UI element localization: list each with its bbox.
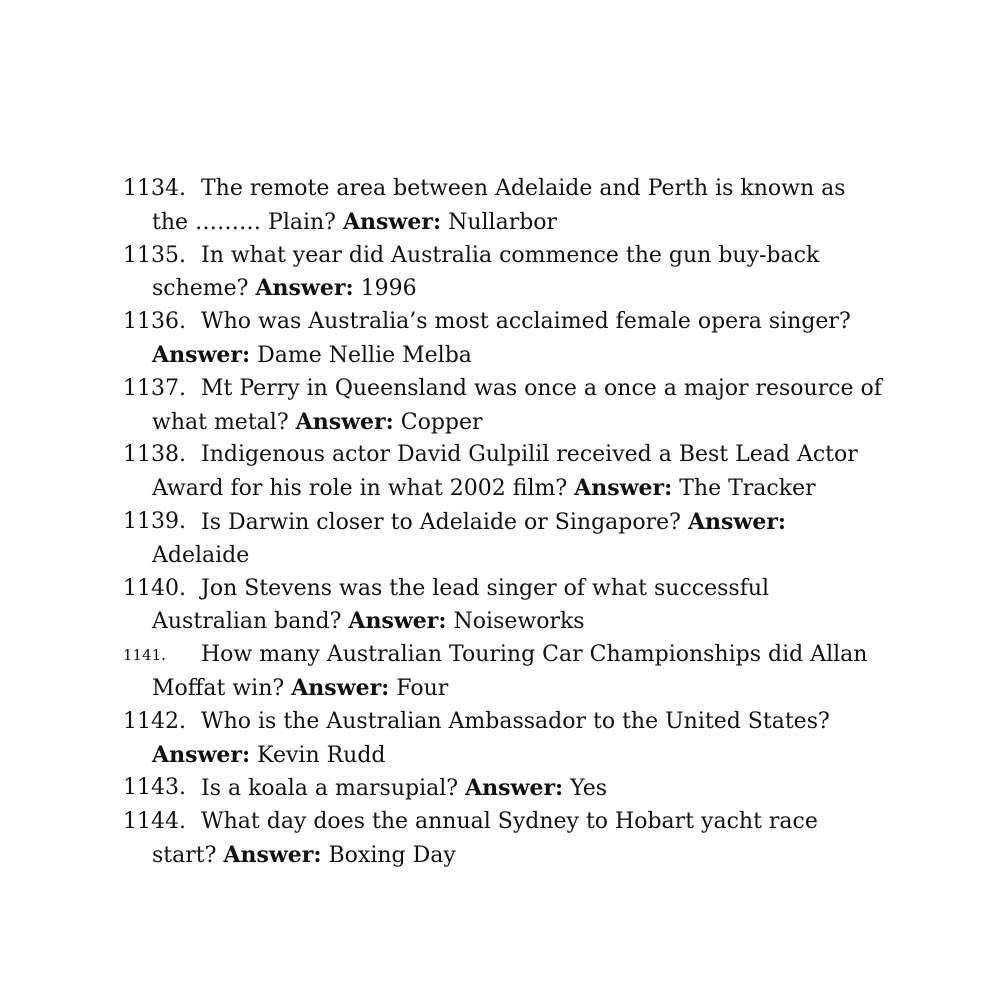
question-number: 1135. (123, 242, 186, 268)
question-number: 1138. (123, 442, 186, 468)
question-item (123, 439, 883, 506)
question-number: 1136. (123, 309, 186, 335)
answer-label: Answer: (348, 608, 447, 635)
answer-label: Answer: (687, 508, 787, 535)
answer-label: Answer: (465, 775, 564, 802)
answer-label: Answer: (574, 475, 673, 502)
trivia-question-list (123, 173, 883, 873)
question-number: 1140. (123, 575, 186, 601)
question-item (123, 373, 883, 440)
answer-text: Copper (400, 409, 483, 435)
answer-label: Answer: (152, 741, 251, 768)
question-number: 1144. (123, 809, 186, 835)
question-item (123, 639, 883, 706)
answer-text: Adelaide (152, 542, 250, 568)
question-item (123, 772, 883, 806)
answer-text: Dame Nellie Melba (257, 342, 472, 368)
question-text: Is a koala a marsupial? (201, 776, 459, 802)
answer-label: Answer: (152, 341, 251, 368)
question-item (123, 506, 883, 573)
question-text: What day does the annual Sydney to Hobart yacht race start? (152, 809, 818, 868)
question-text: Who is the Australian Ambassador to the United States? (201, 708, 830, 734)
question-text: Indigenous actor David Gulpilil received a Best Lead Actor Award for his role in what 2002 film? (152, 442, 858, 502)
question-text: Who was Australia’s most acclaimed female opera singer? (201, 309, 851, 335)
question-text: How many Australian Touring Car Championships did Allan Moffat win? (152, 642, 868, 701)
question-number: 1134. (123, 176, 186, 201)
question-item (123, 240, 883, 307)
question-text: The remote area between Adelaide and Perth is known as the ……… Plain? (152, 176, 846, 235)
question-text: Jon Stevens was the lead singer of what successful Australian band? (152, 575, 770, 635)
answer-text: Nullarbor (448, 209, 558, 235)
answer-text: 1996 (360, 276, 417, 302)
question-number: 1141. (123, 646, 166, 665)
answer-text: Boxing Day (328, 842, 456, 868)
question-number: 1143. (123, 775, 186, 801)
question-item (123, 173, 883, 240)
question-item (123, 706, 883, 773)
question-item (123, 806, 883, 873)
answer-label: Answer: (295, 408, 394, 435)
question-number: 1139. (123, 508, 186, 534)
answer-text: Four (396, 675, 449, 701)
answer-label: Answer: (223, 841, 322, 868)
question-text: In what year did Australia commence the gun buy-back scheme? (152, 242, 820, 302)
answer-text: Noiseworks (453, 609, 585, 635)
question-item (123, 573, 883, 640)
answer-label: Answer: (255, 275, 354, 302)
answer-label: Answer: (291, 674, 390, 701)
answer-label: Answer: (342, 208, 442, 235)
question-number: 1142. (123, 708, 186, 734)
question-item (123, 306, 883, 373)
answer-text: Yes (570, 776, 608, 802)
answer-text: The Tracker (679, 476, 816, 502)
answer-text: Kevin Rudd (257, 742, 386, 768)
question-text: Is Darwin closer to Adelaide or Singapore? (201, 509, 681, 535)
question-text: Mt Perry in Queensland was once a once a major resource of what metal? (152, 375, 882, 435)
question-number: 1137. (123, 375, 186, 401)
